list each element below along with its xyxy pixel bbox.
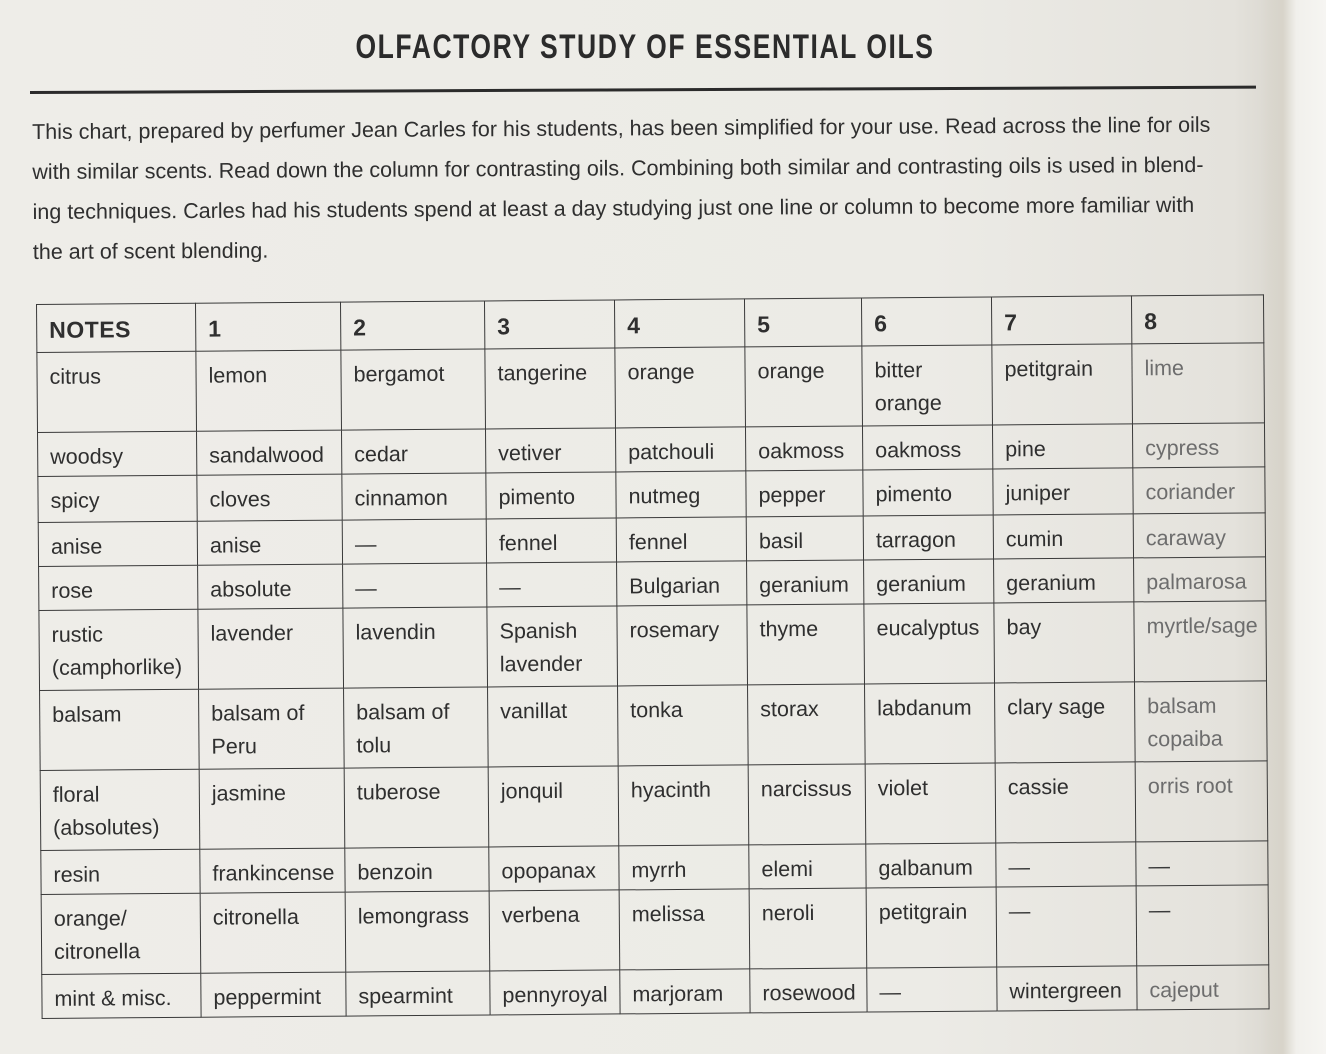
oil-cell: pennyroyal (490, 970, 620, 1015)
oil-cell: patchouli (615, 427, 745, 472)
intro-line: the art of scent blending. (32, 238, 269, 264)
oil-cell: cumin (993, 514, 1133, 559)
oil-cell: Spanish lavender (487, 606, 618, 687)
oil-cell: fennel (616, 517, 746, 562)
oil-cell: balsam of tolu (344, 687, 489, 768)
oil-cell: orange (745, 346, 863, 427)
oil-cell: jonquil (488, 766, 619, 847)
oil-cell: orange (615, 347, 746, 428)
note-category-cell: woodsy (38, 431, 197, 476)
oil-cell: juniper (993, 468, 1133, 515)
oil-cell: myrrh (619, 845, 749, 890)
oil-cell: violet (865, 763, 996, 844)
note-category-cell: rose (39, 565, 198, 610)
oil-cell: — (996, 842, 1136, 887)
note-category-cell: floral (absolutes) (40, 769, 200, 850)
oil-cell: — (1136, 841, 1268, 886)
oil-cell: coriander (1133, 467, 1265, 514)
oil-cell: cloves (197, 474, 342, 521)
oil-cell: — (342, 519, 486, 564)
page-title: OLFACTORY STUDY OF ESSENTIAL OILS (355, 28, 935, 66)
oil-cell: galbanum (866, 843, 996, 888)
oil-cell: thyme (747, 604, 865, 685)
column-header-5: 5 (744, 298, 861, 347)
oil-cell: labdanum (865, 683, 996, 764)
oil-cell: balsam copaiba (1135, 681, 1268, 762)
oil-cell: petitgrain (992, 344, 1133, 425)
oil-cell: storax (748, 684, 866, 765)
oil-cell: palmarosa (1134, 557, 1266, 602)
oil-cell: geranium (747, 560, 864, 605)
oil-cell: cinnamon (342, 473, 486, 520)
oil-cell: bitter orange (862, 345, 993, 426)
note-category-cell: mint & misc. (42, 973, 201, 1018)
column-header-7: 7 (991, 296, 1131, 345)
essential-oils-table (36, 294, 1270, 1019)
oil-cell: — (867, 967, 997, 1012)
oil-cell: lavendin (343, 607, 488, 688)
notes-header: NOTES (37, 303, 196, 352)
oil-cell: lime (1132, 343, 1265, 424)
oil-cell: geranium (994, 558, 1134, 603)
oil-cell: cypress (1132, 423, 1264, 468)
oil-cell: elemi (749, 844, 866, 889)
oil-cell: hyacinth (618, 765, 749, 846)
oil-cell: tuberose (344, 767, 489, 848)
note-category-cell: spicy (38, 475, 197, 522)
oil-cell: pine (992, 424, 1132, 469)
table-row (42, 965, 1269, 1019)
oil-cell: tonka (618, 685, 749, 766)
oil-cell: jasmine (199, 768, 345, 849)
oil-cell: — (996, 886, 1137, 967)
oil-cell: rosemary (617, 605, 748, 686)
oil-cell: wintergreen (997, 966, 1137, 1011)
oil-cell: citronella (200, 892, 346, 973)
oil-cell: vetiver (485, 428, 615, 473)
oil-cell: nutmeg (616, 471, 746, 518)
oil-cell: benzoin (345, 847, 489, 892)
oil-cell: — (343, 563, 487, 608)
oil-cell: marjoram (620, 969, 750, 1014)
oil-cell: myrtle/sage (1134, 601, 1267, 682)
oil-cell: — (1136, 885, 1269, 966)
oil-cell: opopanax (489, 846, 619, 891)
column-header-2: 2 (340, 301, 484, 350)
oil-cell: neroli (749, 888, 867, 969)
table-row (41, 885, 1269, 975)
oil-cell: oakmoss (745, 426, 862, 471)
oil-cell: lemongrass (345, 891, 490, 972)
intro-line: with similar scents. Read down the column for contrasting oils. Combining both similar and contrasting oils is used in blend- (32, 152, 1204, 184)
table-row (40, 681, 1268, 771)
oil-cell: pimento (863, 469, 993, 516)
intro-line: ing techniques. Carles had his students spend at least a day studying just one line or column to become more familiar with (32, 192, 1195, 224)
oil-cell: oakmoss (862, 425, 992, 470)
intro-paragraph (32, 104, 1263, 272)
oil-cell: fennel (486, 518, 616, 563)
note-category-cell: rustic (camphorlike) (39, 609, 199, 690)
column-header-1: 1 (195, 302, 340, 351)
oil-cell: orris root (1135, 761, 1268, 842)
column-header-8: 8 (1131, 295, 1263, 344)
oil-cell: spearmint (346, 971, 490, 1016)
oil-cell: tangerine (485, 348, 616, 429)
oil-cell: Bulgarian (617, 561, 747, 606)
oil-cell: bergamot (341, 349, 486, 430)
oil-cell: absolute (198, 564, 343, 609)
oil-cell: rosewood (750, 968, 867, 1013)
oil-cell: tarragon (863, 515, 993, 560)
oil-cell: narcissus (748, 764, 866, 845)
column-header-4: 4 (614, 299, 744, 348)
table-row (39, 601, 1267, 691)
oil-cell: peppermint (201, 972, 346, 1017)
oil-cell: caraway (1133, 513, 1265, 558)
oil-cell: — (487, 562, 617, 607)
oil-cell: verbena (489, 890, 620, 971)
oil-cell: lavender (198, 608, 344, 689)
oil-cell: balsam of Peru (199, 688, 345, 769)
note-category-cell: citrus (37, 351, 197, 432)
oil-cell: bay (994, 602, 1135, 683)
note-category-cell: anise (38, 521, 197, 566)
oil-cell: frankincense (200, 848, 345, 893)
column-header-3: 3 (484, 300, 614, 349)
page-edge-shadow (1260, 0, 1326, 1054)
note-category-cell: orange/ citronella (41, 893, 201, 974)
intro-line: This chart, prepared by perfumer Jean Carles for his students, has been simplified for your use. Read across the line for oils (32, 112, 1211, 144)
oil-cell: cedar (341, 429, 485, 474)
oil-cell: vanillat (488, 686, 619, 767)
note-category-cell: balsam (40, 689, 200, 770)
table-row (40, 761, 1268, 851)
table-body (37, 343, 1269, 1019)
oil-cell: anise (197, 520, 342, 565)
oil-cell: cajeput (1137, 965, 1269, 1010)
oil-cell: lemon (196, 350, 342, 431)
note-category-cell: resin (41, 849, 200, 894)
column-header-6: 6 (861, 297, 991, 346)
oil-cell: basil (746, 516, 863, 561)
oil-cell: geranium (864, 559, 994, 604)
oil-cell: clary sage (995, 682, 1136, 763)
oil-cell: pimento (486, 472, 616, 519)
oil-cell: eucalyptus (864, 603, 995, 684)
oil-cell: sandalwood (197, 430, 342, 475)
oil-cell: pepper (746, 470, 863, 517)
table-row (37, 343, 1265, 433)
oil-cell: melissa (619, 889, 750, 970)
oils-table-wrapper (36, 294, 1270, 1019)
oil-cell: cassie (995, 762, 1136, 843)
oil-cell: petitgrain (866, 887, 997, 968)
